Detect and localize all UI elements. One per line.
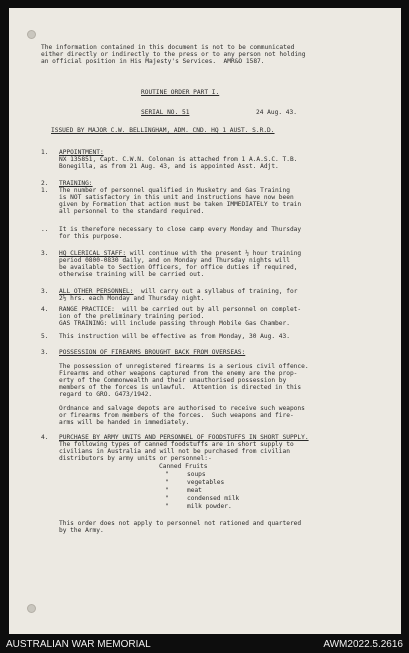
order-date: 24 Aug. 43. — [256, 109, 297, 116]
section-number: 1. — [41, 149, 49, 156]
text-line: Ordnance and salvage depots are authorised to receive such weapons — [59, 405, 305, 412]
text-line: The following types of canned foodstuffs are in short supply to — [59, 441, 294, 448]
text-line: members of the forces is unlawful. Attention is directed in this — [59, 384, 302, 391]
text-line: be available to Section Officers, for office duties if required, — [59, 264, 298, 271]
list-item: milk powder. — [187, 503, 232, 510]
text-line — [59, 288, 297, 295]
text-line: is NOT satisfactory in this unit and instructions have now been — [59, 194, 294, 201]
text-line — [59, 250, 301, 257]
order-title: ROUTINE ORDER PART I. — [141, 89, 220, 96]
ditto-mark: " — [165, 471, 169, 478]
caveat-line: either directly or indirectly to the press or to any person not holding — [41, 51, 306, 58]
list-item: vegetables — [187, 479, 225, 486]
subheading: HQ CLERICAL STAFF: — [59, 250, 127, 257]
text-line: GAS TRAINING: will include passing through Mobile Gas Chamber. — [59, 320, 290, 327]
ditto-mark: " — [165, 479, 169, 486]
paragraph-number: 4. — [41, 306, 49, 313]
footer-source: AUSTRALIAN WAR MEMORIAL — [6, 639, 151, 650]
punch-hole — [27, 604, 36, 613]
section-number: 3. — [41, 349, 49, 356]
caveat-line: an official position in His Majesty's Services. AMR&O 1587. — [41, 58, 265, 65]
paragraph-number: 3. — [41, 250, 49, 257]
punch-hole — [27, 30, 36, 39]
ditto-mark: " — [165, 503, 169, 510]
text-line: regard to GRO. G473/1942. — [59, 391, 153, 398]
section-number: 2. — [41, 180, 49, 187]
text-line: otherwise training will be carried out. — [59, 271, 205, 278]
text-line: 2½ hrs. each Monday and Thursday night. — [59, 295, 205, 302]
section-number: 4. — [41, 434, 49, 441]
issued-by: ISSUED BY MAJOR C.W. BELLINGHAM, ADM. CND. HQ 1 AUST. S.R.D. — [51, 127, 275, 134]
caveat-line: The information contained in this document is not to be communicated — [41, 44, 295, 51]
section-heading: PURCHASE BY ARMY UNITS AND PERSONNEL OF FOODSTUFFS IN SHORT SUPPLY. — [59, 434, 309, 441]
document-page — [9, 8, 401, 634]
text-line: RANGE PRACTICE: will be carried out by all personnel on complet- — [59, 306, 302, 313]
text-line: for this purpose. — [59, 233, 123, 240]
text-line: This instruction will be effective as from Monday, 30 Aug. 43. — [59, 333, 290, 340]
text-line: civilians in Australia and will not be purchased from civilian — [59, 448, 290, 455]
section-heading: TRAINING: — [59, 180, 93, 187]
list-item: condensed milk — [187, 495, 240, 502]
ditto-mark: " — [165, 495, 169, 502]
text-run: will continue with the present ½ hour training — [126, 250, 302, 257]
text-line: distributors by army units or personnel:- — [59, 455, 212, 462]
text-line: all personnel to the standard required. — [59, 208, 205, 215]
text-line: or firearms from members of the forces. Such weapons and fire- — [59, 412, 294, 419]
subheading: ALL OTHER PERSONNEL: — [59, 288, 134, 295]
text-line: Bonegilla, as from 21 Aug. 43, and is appointed Asst. Adjt. — [59, 163, 279, 170]
paragraph-number: 1. — [41, 187, 49, 194]
text-line: erty of the Commonwealth and their unauthorised possession by — [59, 377, 287, 384]
text-line: The number of personnel qualified in Musketry and Gas Training — [59, 187, 290, 194]
footer-bar — [0, 637, 409, 653]
text-line: It is therefore necessary to close camp every Monday and Thursday — [59, 226, 302, 233]
text-line: The possession of unregistered firearms is a serious civil offence. — [59, 363, 309, 370]
text-line: ion of the preliminary training period. — [59, 313, 205, 320]
serial-number: SERIAL NO. 51 — [141, 109, 190, 116]
paragraph-number: .. — [41, 226, 49, 233]
ditto-mark: " — [165, 487, 169, 494]
section-heading: POSSESSION OF FIREARMS BROUGHT BACK FROM OVERSEAS: — [59, 349, 246, 356]
list-item: meat — [187, 487, 202, 494]
text-run: will carry out a syllabus of training, for — [133, 288, 298, 295]
text-line: arms will be handed in immediately. — [59, 419, 190, 426]
section-heading: APPOINTMENT: — [59, 149, 104, 156]
text-line: This order does not apply to personnel not rationed and quartered — [59, 520, 302, 527]
paragraph-number: 3. — [41, 288, 49, 295]
list-heading: Canned Fruits — [159, 463, 208, 470]
paragraph-number: 5. — [41, 333, 49, 340]
text-line: period 0800-0830 daily, and on Monday and Thursday nights will — [59, 257, 290, 264]
footer-accession-number: AWM2022.5.2616 — [323, 639, 403, 650]
text-line: Firearms and other weapons captured from the enemy are the prop- — [59, 370, 298, 377]
text-line: by the Army. — [59, 527, 104, 534]
text-line: given by Formation that action must be taken IMMEDIATELY to train — [59, 201, 302, 208]
text-line: NX 135851, Capt. C.W.N. Colonan is attached from 1 A.A.S.C. T.B. — [59, 156, 298, 163]
list-item: soups — [187, 471, 206, 478]
